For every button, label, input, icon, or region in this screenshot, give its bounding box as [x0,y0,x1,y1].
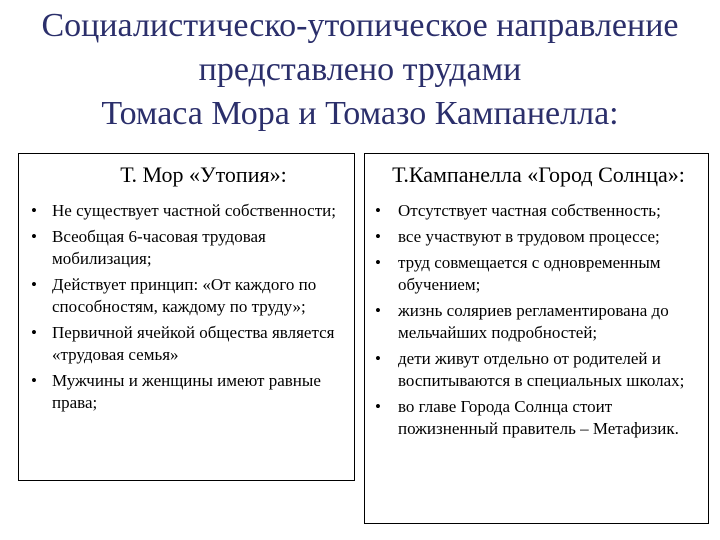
list-item [19,322,354,366]
list-item-text: Отсутствует частная собственность; [398,201,661,220]
city-of-sun-box [364,153,709,524]
bullet-icon: • [375,301,381,320]
list-item [365,200,708,222]
list-item-text: труд совмещается с одновременным обучением; [398,253,661,294]
list-item-text: дети живут отдельно от родителей и воспитываются в специальных школах; [398,349,685,390]
list-item-text: Всеобщая 6-часовая трудовая мобилизация; [52,227,266,268]
bullet-icon: • [31,227,37,246]
city-of-sun-list [365,200,708,440]
list-item [19,370,354,414]
title-line-3: Томаса Мора и Томазо Кампанелла: [101,95,619,132]
list-item [365,226,708,248]
utopia-list [19,200,354,414]
city-of-sun-heading: Т.Кампанелла «Город Солнца»: [392,162,685,187]
list-item [19,274,354,318]
title-line-2: представлено трудами [198,51,522,88]
bullet-icon: • [375,397,381,416]
slide-title [0,4,720,136]
list-item [19,226,354,270]
bullet-icon: • [31,275,37,294]
list-item [365,252,708,296]
list-item [365,348,708,392]
list-item [19,200,354,222]
bullet-icon: • [375,253,381,272]
list-item-text: Действует принцип: «От каждого по способностям, каждому по труду»; [52,275,317,316]
bullet-icon: • [31,371,37,390]
bullet-icon: • [31,201,37,220]
list-item [365,396,708,440]
list-item-text: все участвуют в трудовом процессе; [398,227,660,246]
bullet-icon: • [375,227,381,246]
list-item-text: во главе Города Солнца стоит пожизненный правитель – Метафизик. [398,397,679,438]
list-item-text: Мужчины и женщины имеют равные права; [52,371,321,412]
bullet-icon: • [31,323,37,342]
title-line-1: Социалистическо-утопическое направление [41,7,679,44]
list-item [365,300,708,344]
utopia-box [18,153,355,481]
list-item-text: жизнь соляриев регламентирована до мельчайших подробностей; [398,301,669,342]
bullet-icon: • [375,349,381,368]
list-item-text: Не существует частной собственности; [52,201,336,220]
bullet-icon: • [375,201,381,220]
list-item-text: Первичной ячейкой общества является «трудовая семья» [52,323,335,364]
utopia-heading: Т. Мор «Утопия»: [120,162,287,187]
